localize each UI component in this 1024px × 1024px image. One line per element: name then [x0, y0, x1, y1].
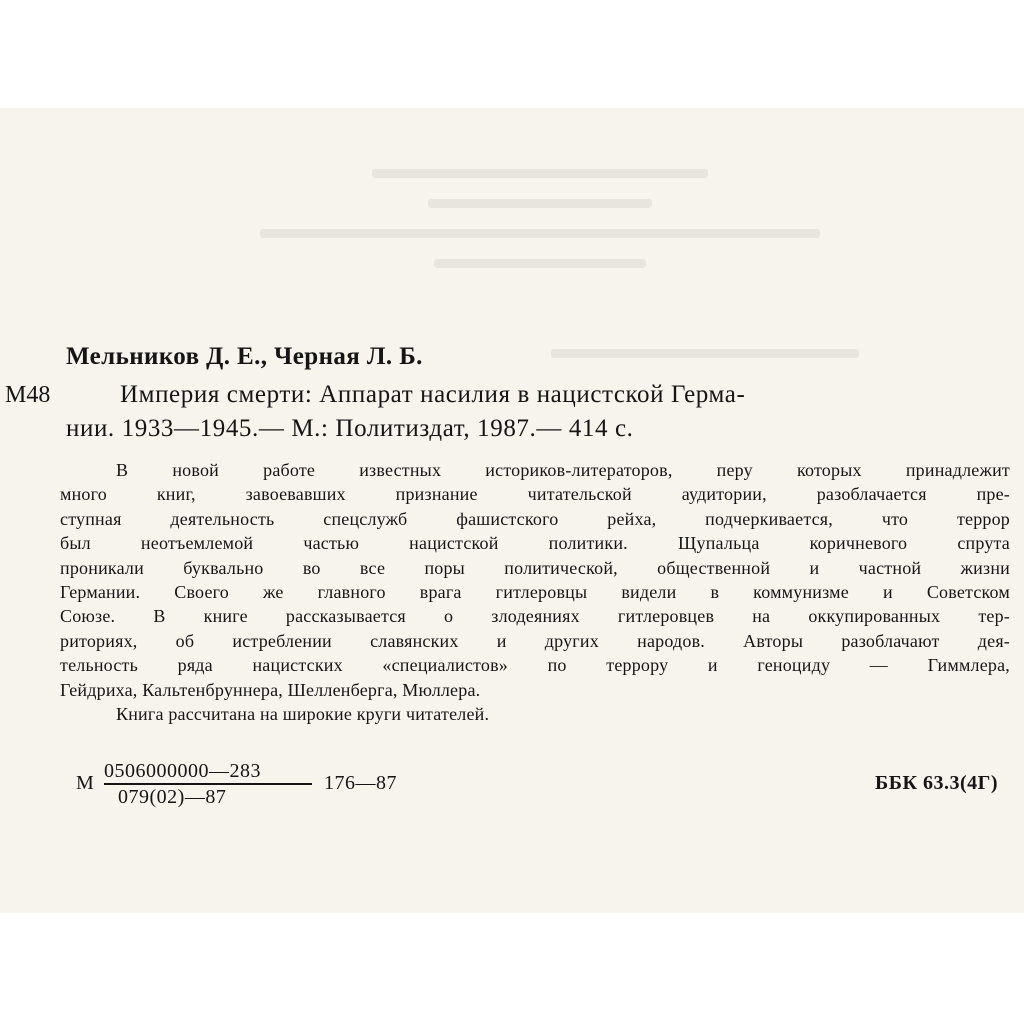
abstract-line: В новой работе известных историков-литераторов, перу которых принадлежит	[116, 460, 1010, 480]
show-through-text	[260, 148, 820, 368]
abstract-line: Гейдриха, Кальтенбруннера, Шелленберга, Мюллера.	[60, 679, 481, 700]
bbk-classification: ББК 63.3(4Г)	[875, 772, 998, 794]
abstract-line: Книга рассчитана на широкие круги читателей.	[116, 704, 490, 725]
authors: Мельников Д. Е., Черная Л. Б.	[66, 343, 423, 370]
publication-codes	[76, 760, 1000, 820]
catalog-card	[0, 108, 1024, 913]
abstract-line: проникали буквально во все поры политической, общественной и частной жизни	[60, 557, 1010, 578]
abstract-line: много книг, завоевавших признание читательской аудитории, разоблачается пре-	[60, 484, 1010, 505]
catalog-code: М48	[5, 382, 51, 408]
abstract-line: Германии. Своего же главного врага гитлеровцы видели в коммунизме и Советском	[60, 582, 1010, 603]
abstract-line: риториях, об истреблении славянских и других народов. Авторы разоблачают дея-	[60, 630, 1010, 651]
series-number: 176—87	[324, 772, 397, 794]
abstract-line: тельность ряда нацистских «специалистов» по террору и геноциду — Гиммлера,	[60, 655, 1010, 676]
abstract-line: Союзе. В книге рассказывается о злодеяниях гитлеровцев на оккупированных тер-	[60, 606, 1010, 627]
fraction-bar	[104, 783, 312, 785]
title-line-2: нии. 1933—1945.— М.: Политиздат, 1987.— 414 с.	[66, 415, 634, 442]
title-line-1: Империя смерти: Аппарат насилия в нацистской Герма-	[120, 381, 746, 408]
index-prefix: М	[76, 772, 94, 794]
abstract-line: был неотъемлемой частью нацистской политики. Щупальца коричневого спрута	[60, 533, 1010, 554]
abstract-line: ступная деятельность спецслужб фашистского рейха, подчеркивается, что террор	[60, 508, 1010, 529]
abstract	[60, 458, 1010, 726]
index-numerator: 0506000000—283	[104, 760, 261, 782]
index-denominator: 079(02)—87	[118, 786, 227, 808]
